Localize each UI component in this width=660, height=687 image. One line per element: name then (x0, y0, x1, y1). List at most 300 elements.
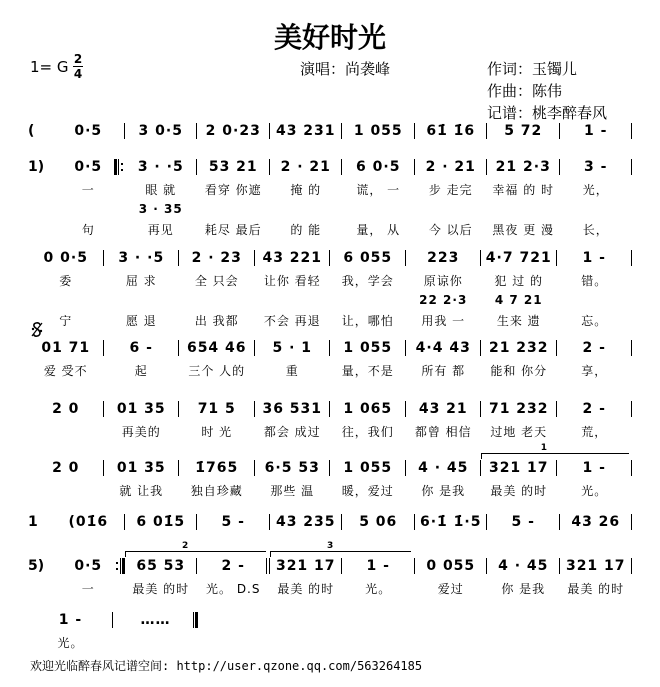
lyrics2-cell (557, 310, 633, 330)
system-prefix: 5) (28, 558, 45, 574)
lyrics-text: 荒， (581, 424, 608, 439)
measure (342, 157, 415, 177)
lyrics2-text: 用我 一 (421, 313, 466, 328)
lyrics2-cell (255, 310, 331, 330)
lyrics-text: 光。 (365, 581, 392, 596)
lyrics-text: 往，我们 (341, 424, 394, 439)
volta-label: 1 (540, 443, 548, 453)
measure-notes: 1 - (582, 250, 606, 266)
lyrics-text: 光， (582, 182, 609, 197)
lyrics-cell (113, 632, 198, 652)
measure-notes: 71 232 (488, 401, 549, 417)
measure-notes: 0 055 (426, 558, 476, 574)
lyrics-row (28, 480, 632, 500)
measure-notes: 1 - (582, 460, 606, 476)
lyrics-cell (406, 360, 482, 380)
lyrics-text: 你 是我 (501, 581, 546, 596)
lyrics2-text: 忘。 (581, 313, 608, 328)
variant-cell (406, 290, 482, 310)
lyrics-text: 光。 D.S (206, 581, 261, 596)
lyrics-text: 都会 成过 (263, 424, 321, 439)
measure-notes: 1 055 (343, 340, 393, 356)
variant-cell (52, 199, 125, 219)
lyrics2-cell (125, 219, 198, 239)
variant-cell (104, 290, 180, 310)
lyrics-cell (560, 578, 633, 598)
measure-notes: 65 53 (136, 558, 186, 574)
measure-notes: 5 72 (504, 123, 543, 139)
measure (487, 556, 560, 576)
lyrics2-cell (197, 219, 270, 239)
measure-notes: 3 · ·5 (118, 250, 165, 266)
volta-bracket (270, 541, 411, 557)
lyrics-text: 眼 就 (145, 182, 177, 197)
measure-notes: 1 065 (343, 401, 393, 417)
lyrics-cell (179, 360, 255, 380)
lyrics-cell (481, 270, 557, 290)
lyrics-text: 所有 都 (421, 363, 466, 378)
measure (415, 121, 488, 141)
lyricist-credit: 作词：玉镯儿 (487, 60, 578, 78)
measure-notes: 6 055 (343, 250, 393, 266)
measure (28, 248, 104, 268)
lyrics2-text: 长， (582, 222, 609, 237)
measure-notes: (01̇6 (68, 514, 109, 530)
measure (342, 121, 415, 141)
lyrics-cell (342, 578, 415, 598)
lyrics-row (28, 360, 632, 380)
lyrics-text: 光。 (57, 635, 84, 650)
lyrics-cell (28, 360, 104, 380)
lyrics-cell (406, 480, 482, 500)
measure (179, 338, 255, 358)
lyrics-cell (330, 270, 406, 290)
measure-notes: 43 221 (262, 250, 323, 266)
lyrics2-cell (270, 219, 343, 239)
measure-notes: 61̇ 1̇6 (426, 123, 476, 139)
measure-notes: 3 0·5 (138, 123, 183, 139)
barline-icon (631, 460, 632, 476)
measure (255, 458, 331, 478)
notes-row (28, 157, 632, 177)
lyrics-text: 错。 (581, 273, 608, 288)
lyrics-text: 时 光 (201, 424, 233, 439)
measure (270, 556, 343, 576)
measure-notes: 1 - (584, 123, 608, 139)
volta-label: 2 (182, 541, 189, 551)
lyrics-cell (104, 360, 180, 380)
measure (557, 458, 633, 478)
variant-text: 22 2·3 (419, 293, 468, 307)
notes-row (28, 248, 632, 268)
variant-cell (255, 290, 331, 310)
measure-notes: 6·1̇ 1̇·5 (420, 514, 482, 530)
measure (481, 399, 557, 419)
score-system-5 (28, 399, 632, 441)
key-signature: 1= G (30, 58, 69, 76)
measure (255, 338, 331, 358)
lyrics-text: 都曾 相信 (414, 424, 472, 439)
notes-row (28, 610, 198, 630)
lyrics-cell (406, 270, 482, 290)
system-prefix: 1 (28, 514, 38, 530)
measure-notes: 01 35 (116, 401, 166, 417)
measure-notes: 2 - (582, 401, 606, 417)
lyrics-text: 那些 温 (270, 483, 315, 498)
barline-icon (631, 514, 632, 530)
measure (270, 121, 343, 141)
lyrics-cell (560, 179, 633, 199)
score-system-3 (28, 248, 632, 330)
composer-credit: 作曲：陈伟 (487, 82, 563, 100)
lyrics-text: 我，学会 (341, 273, 394, 288)
lyrics-text: 你 是我 (421, 483, 466, 498)
measure-notes: 36 531 (262, 401, 323, 417)
lyrics-cell (481, 360, 557, 380)
lyrics-cell (255, 421, 331, 441)
measure (330, 458, 406, 478)
measure-notes: 6·5 53 (264, 460, 320, 476)
measure (28, 399, 104, 419)
measure (557, 338, 633, 358)
measure (481, 248, 557, 268)
lyrics2-cell (52, 219, 125, 239)
final-barline-icon (193, 612, 198, 628)
lyrics-row (28, 270, 632, 290)
lyrics-cell (179, 421, 255, 441)
measure (104, 248, 180, 268)
lyrics-text: 起 (134, 363, 148, 378)
measure (342, 512, 415, 532)
measure (342, 556, 415, 576)
measure (560, 121, 633, 141)
barline-icon (631, 558, 632, 574)
lyrics-text: 暖，爱过 (341, 483, 394, 498)
measure (104, 399, 180, 419)
variant-row (28, 199, 632, 219)
lyrics2-cell (179, 310, 255, 330)
lyrics-cell (557, 480, 633, 500)
lyrics-text: 爱 受不 (43, 363, 88, 378)
measure-notes: 2 0·23 (205, 123, 261, 139)
lyrics-cell (415, 578, 488, 598)
notes-row (28, 399, 632, 419)
lyrics-text: 幸福 的 时 (492, 182, 555, 197)
measure (415, 556, 488, 576)
lyrics2-text: 量， 从 (356, 222, 401, 237)
lyrics-cell (104, 421, 180, 441)
measure-notes: 654 46 (186, 340, 247, 356)
lyrics-cell (557, 270, 633, 290)
measure (52, 157, 125, 177)
variant-cell (487, 199, 560, 219)
lyrics2-cell (481, 310, 557, 330)
measure-notes: 6 01̇5 (136, 514, 186, 530)
volta-label: 3 (327, 541, 334, 551)
lyrics-cell (255, 480, 331, 500)
lyrics-cell (270, 578, 343, 598)
measure (481, 458, 557, 478)
lyrics-text: 三个 人的 (188, 363, 246, 378)
measure (113, 610, 198, 630)
lyrics-cell (28, 270, 104, 290)
measure (560, 556, 633, 576)
measure-notes: …… (140, 612, 171, 628)
lyrics-cell (52, 179, 125, 199)
lyrics-row (28, 179, 632, 199)
lyrics2-text: 黑夜 更 漫 (492, 222, 555, 237)
lyrics2-text: 生来 遗 (496, 313, 541, 328)
measure-notes: 21 2·3 (495, 159, 551, 175)
lyrics-text: 就 让我 (119, 483, 164, 498)
measure (104, 458, 180, 478)
time-signature (73, 53, 83, 80)
song-title: 美好时光 (273, 21, 386, 54)
measure (557, 399, 633, 419)
lyrics-cell (125, 179, 198, 199)
lyrics2-row (28, 219, 632, 239)
lyrics-cell (28, 421, 104, 441)
lyrics-cell (28, 632, 113, 652)
measure-notes: 6 0·5 (356, 159, 401, 175)
variant-text: 4 7 21 (494, 293, 543, 307)
measure (104, 338, 180, 358)
measure (270, 157, 343, 177)
lyrics-cell (255, 360, 331, 380)
lyrics-cell (487, 179, 560, 199)
lyrics2-text: 出 我都 (194, 313, 239, 328)
lyrics-text: 看穿 你遮 (204, 182, 262, 197)
measure (415, 157, 488, 177)
measure (125, 512, 198, 532)
measure-notes: 0·5 (74, 558, 103, 574)
lyrics-row (28, 578, 632, 598)
lyrics-text: 委 (59, 273, 73, 288)
measure (28, 458, 104, 478)
lyrics2-text: 句 (81, 222, 95, 237)
measure (270, 512, 343, 532)
variant-row (28, 290, 632, 310)
measure (406, 338, 482, 358)
measure-notes: 53 21 (208, 159, 258, 175)
measure (481, 338, 557, 358)
lyrics-text: 一 (81, 581, 95, 596)
measure-notes: 43 26 (571, 514, 621, 530)
lyrics-cell (406, 421, 482, 441)
lyrics-text: 量，不是 (341, 363, 394, 378)
measure (330, 338, 406, 358)
lyrics-text: 重 (285, 363, 299, 378)
measure (406, 399, 482, 419)
lyrics-text: 让你 看轻 (263, 273, 321, 288)
lyrics-cell (179, 270, 255, 290)
measure-notes: 2 - (221, 558, 245, 574)
measure (406, 248, 482, 268)
lyrics-text: 犯 过 的 (494, 273, 544, 288)
barline-icon (631, 159, 632, 175)
lyrics-cell (557, 421, 633, 441)
lyrics-text: 步 走完 (428, 182, 473, 197)
measure-notes: 71 5 (197, 401, 236, 417)
lyrics-text: 一 (81, 182, 95, 197)
time-signature-top: 2 (73, 52, 83, 66)
measure (125, 121, 198, 141)
lyrics-cell (330, 421, 406, 441)
measure-notes: 223 (427, 250, 460, 266)
lyrics2-cell (342, 219, 415, 239)
lyrics-cell (52, 578, 125, 598)
measure-notes: 21 232 (488, 340, 549, 356)
repeat-start-icon (114, 159, 119, 175)
measure-notes: 321 17 (565, 558, 626, 574)
lyrics-cell (481, 480, 557, 500)
lyrics-text: 最美 的时 (490, 483, 548, 498)
lyrics2-text: 的 能 (290, 222, 322, 237)
lyrics-cell (330, 480, 406, 500)
measure (52, 556, 125, 576)
score-system-9 (28, 610, 198, 652)
measure-notes: 4 · 45 (498, 558, 549, 574)
measure (415, 512, 488, 532)
lyrics2-cell (415, 219, 488, 239)
measure-notes: 1 - (58, 612, 83, 628)
measure-notes: 321 17 (488, 460, 549, 476)
measure-notes: 3 - (584, 159, 608, 175)
measure-notes: 3 · ·5 (137, 159, 184, 175)
score-system-4 (28, 338, 632, 380)
variant-cell (415, 199, 488, 219)
lyrics-cell (487, 578, 560, 598)
measure-notes: 4·4 43 (415, 340, 471, 356)
singer-credit: 演唱：尚袭峰 (300, 60, 391, 78)
lyrics-text: 独自珍藏 (190, 483, 243, 498)
measure-notes: 0·5 (74, 123, 103, 139)
variant-cell (330, 290, 406, 310)
lyrics2-cell (406, 310, 482, 330)
measure (28, 610, 113, 630)
measure-notes: 0 0·5 (43, 250, 88, 266)
measure-notes: 2 - (582, 340, 606, 356)
lyrics2-text: 再见 (147, 222, 174, 237)
lyrics-text: 屈 求 (125, 273, 157, 288)
measure (487, 512, 560, 532)
segno-icon (30, 321, 44, 338)
measure (197, 512, 270, 532)
measure-notes: 1 055 (343, 460, 393, 476)
variant-cell (28, 290, 104, 310)
lyrics-cell (104, 480, 180, 500)
measure-notes: 01 71 (41, 340, 91, 356)
notes-row (28, 556, 632, 576)
measure-notes: 43 235 (275, 514, 336, 530)
measure-notes: 4 · 45 (418, 460, 469, 476)
measure (28, 338, 104, 358)
lyrics-text: 最美 的时 (132, 581, 190, 596)
variant-text: 3 · 35 (138, 202, 183, 216)
measure-notes: 1 - (366, 558, 390, 574)
measure-notes: 43 231 (275, 123, 336, 139)
measure (179, 399, 255, 419)
measure-notes: 2 · 23 (191, 250, 242, 266)
measure-notes: 6 - (129, 340, 153, 356)
lyrics-cell (28, 480, 104, 500)
lyrics-text: 能和 你分 (490, 363, 548, 378)
measure-notes: 0·5 (74, 159, 103, 175)
variant-cell (481, 290, 557, 310)
measure-notes: 2 · 21 (280, 159, 331, 175)
variant-cell (560, 199, 633, 219)
lyrics-cell (330, 360, 406, 380)
barline-icon (631, 401, 632, 417)
lyrics-text: 原谅你 (423, 273, 463, 288)
barline-icon (631, 123, 632, 139)
score-system-7 (28, 512, 632, 532)
notes-row (28, 338, 632, 358)
lyrics2-text: 愿 退 (125, 313, 157, 328)
measure-notes: 2 0 (52, 401, 80, 417)
measure (255, 399, 331, 419)
score-system-6 (28, 443, 632, 500)
variant-cell (557, 290, 633, 310)
lyrics-text: 爱过 (437, 581, 464, 596)
lyrics-text: 过地 老天 (490, 424, 548, 439)
score-system-8 (28, 541, 632, 598)
measure (179, 458, 255, 478)
lyrics2-cell (330, 310, 406, 330)
lyrics-cell (179, 480, 255, 500)
notes-row (28, 121, 632, 141)
measure (560, 512, 633, 532)
lyrics2-cell (560, 219, 633, 239)
lyrics-row (28, 421, 632, 441)
lyrics-row (28, 632, 198, 652)
lyrics2-text: 宁 (59, 313, 73, 328)
lyrics-text: 最美 的时 (277, 581, 335, 596)
score-system-1 (28, 121, 632, 141)
lyrics-text: 谎， 一 (356, 182, 401, 197)
lyrics-text: 掩 的 (290, 182, 322, 197)
lyrics-cell (104, 270, 180, 290)
system-prefix: ( (28, 123, 35, 139)
notes-row (28, 512, 632, 532)
measure-notes: 321 17 (275, 558, 336, 574)
lyrics-cell (270, 179, 343, 199)
lyrics2-cell (104, 310, 180, 330)
measure (330, 248, 406, 268)
system-prefix: 1) (28, 159, 45, 175)
measure (487, 121, 560, 141)
measure-notes: 43 21 (418, 401, 468, 417)
lyrics2-text: 今 以后 (428, 222, 473, 237)
lyrics2-text: 让，哪怕 (341, 313, 394, 328)
measure-notes: 2 0 (52, 460, 80, 476)
notes-row (28, 458, 632, 478)
lyrics-cell (197, 179, 270, 199)
lyrics-text: 全 只会 (194, 273, 239, 288)
measure (255, 248, 331, 268)
lyrics-text: 最美 的时 (567, 581, 625, 596)
lyrics-text: 再美的 (121, 424, 161, 439)
measure (557, 248, 633, 268)
measure-notes: 4·7 721 (485, 250, 552, 266)
variant-cell (270, 199, 343, 219)
lyrics-cell (557, 360, 633, 380)
measure-notes: 5 - (221, 514, 245, 530)
lyrics-text: 光。 (581, 483, 608, 498)
measure (179, 248, 255, 268)
measure (406, 458, 482, 478)
lyrics2-row (28, 310, 632, 330)
